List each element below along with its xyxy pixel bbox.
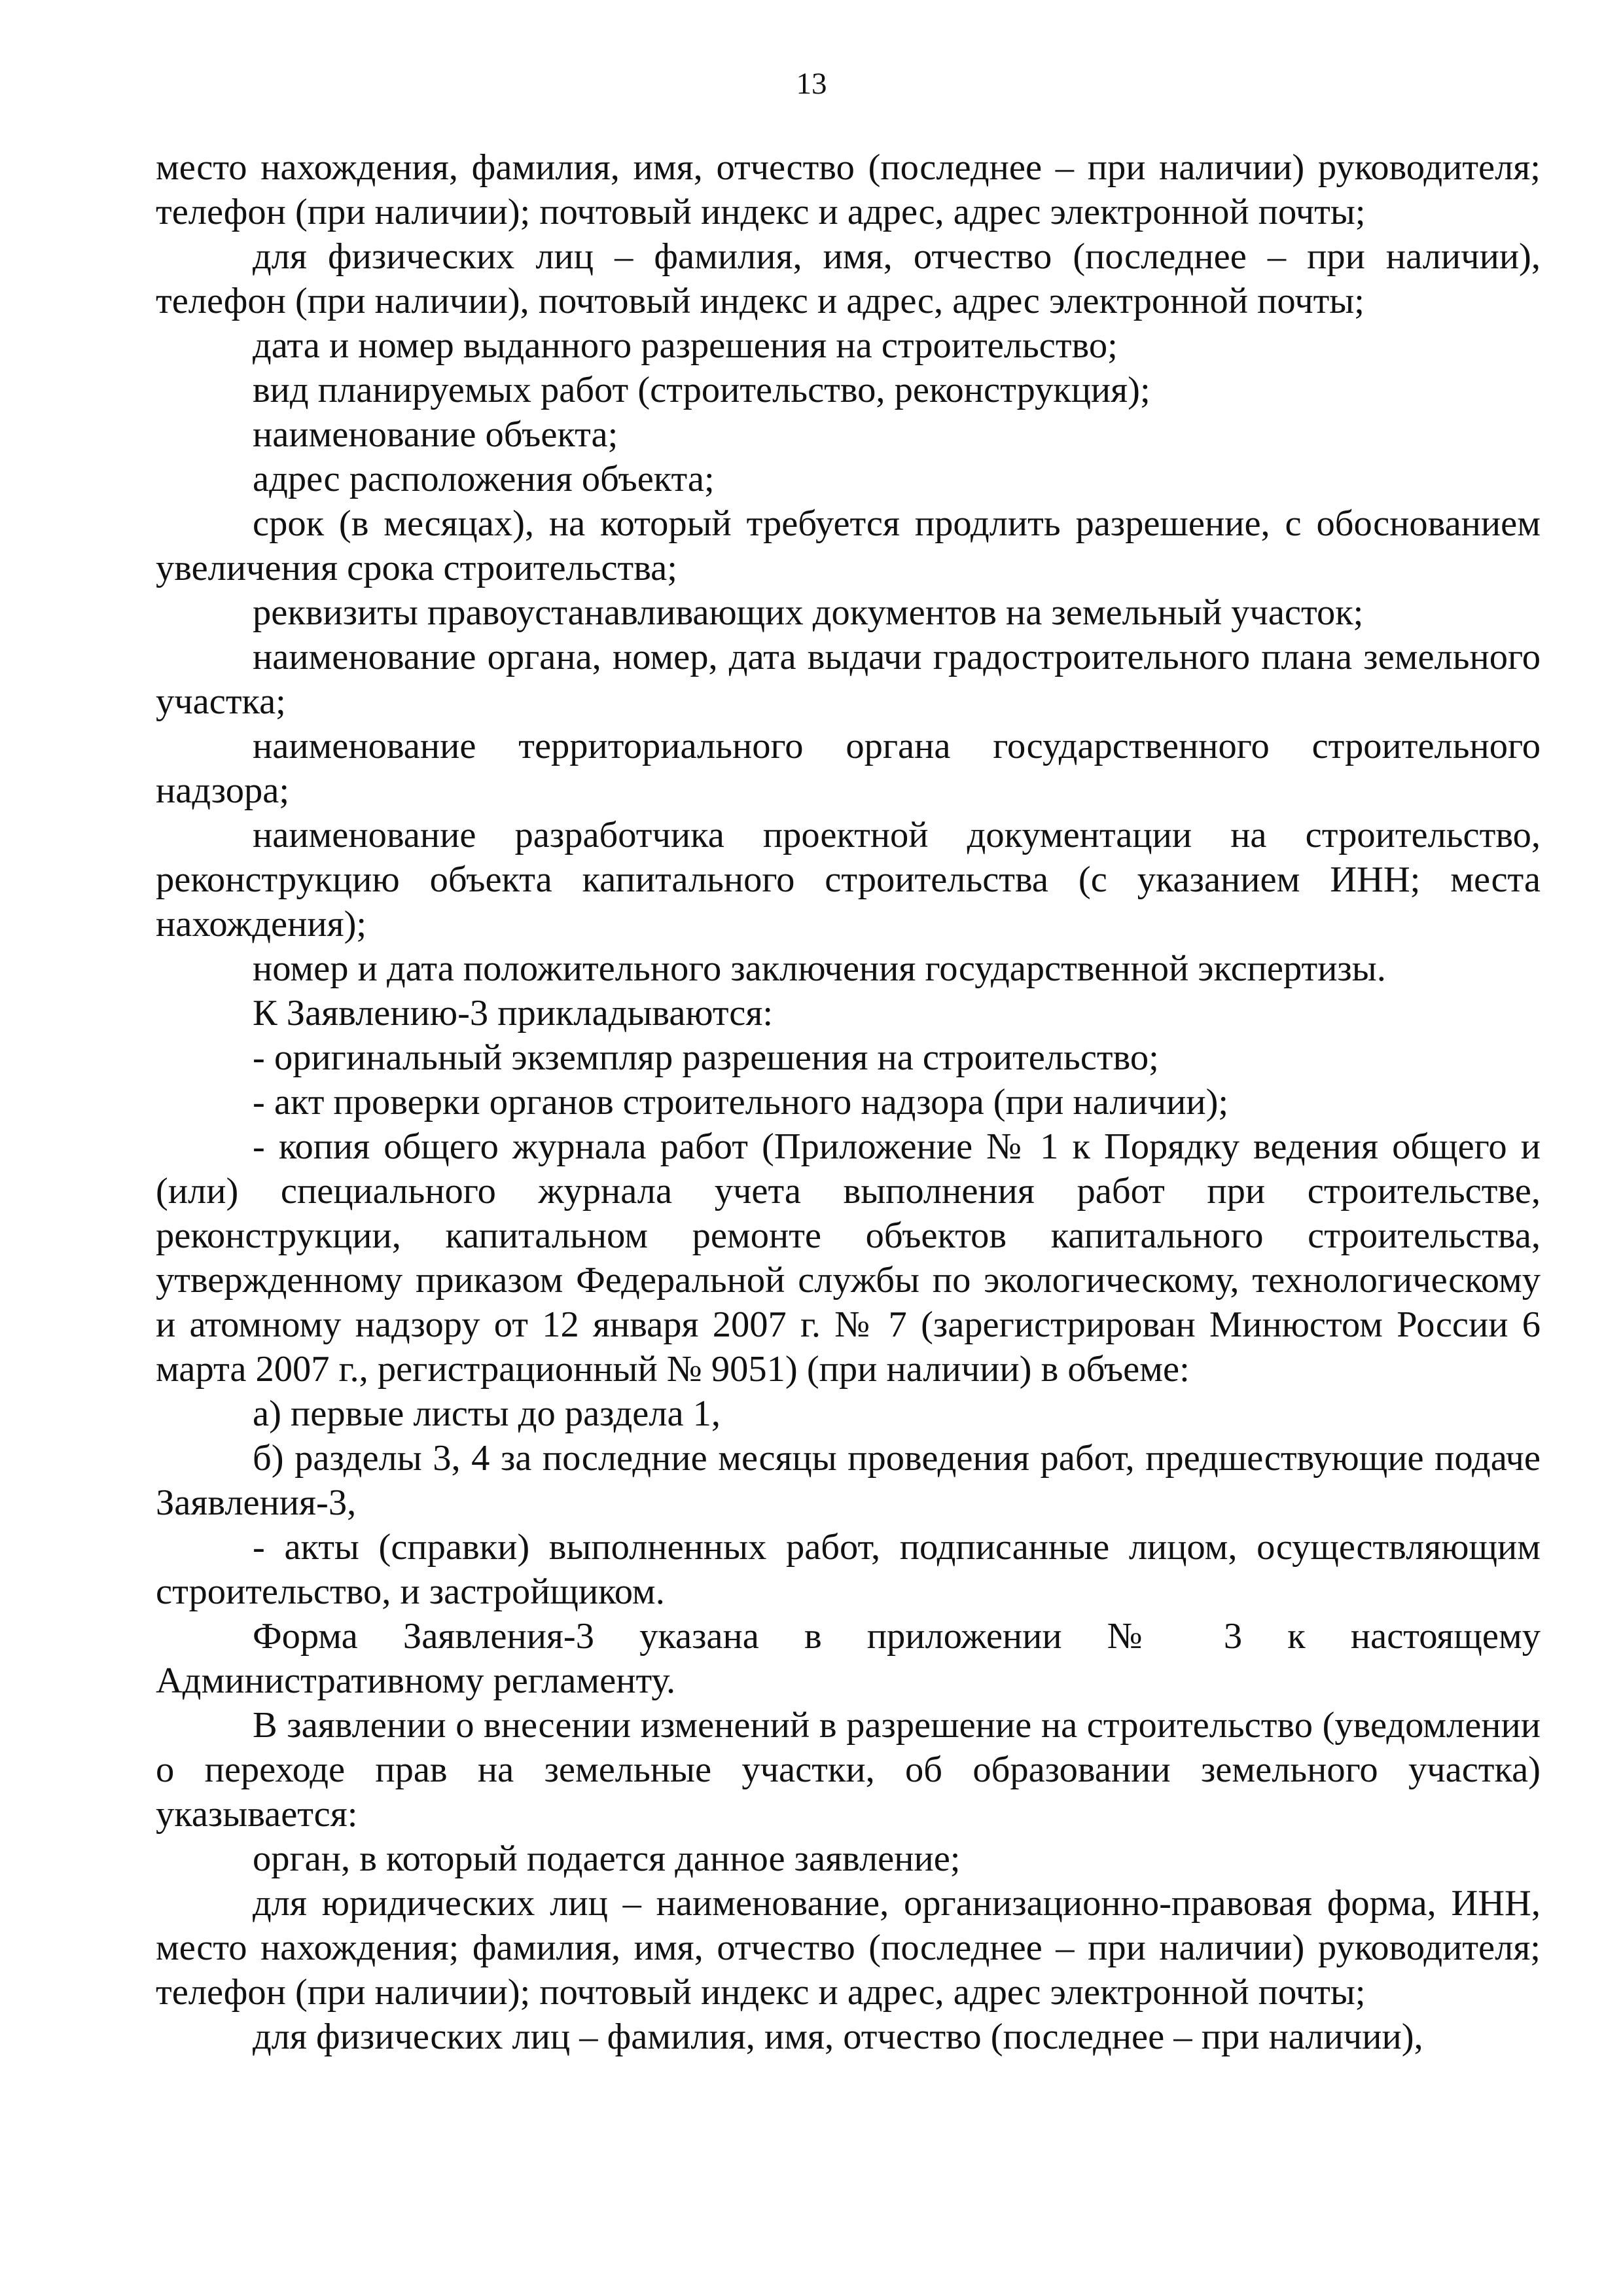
- list-item: - акты (справки) выполненных работ, подписанные лицом, осуществляющим строительство, и застройщиком.: [156, 1527, 1541, 1612]
- list-item: б) разделы 3, 4 за последние месяцы проведения работ, предшествующие подаче Заявления-3,: [156, 1438, 1541, 1523]
- document-body: [156, 145, 1541, 2059]
- paragraph: место нахождения, фамилия, имя, отчество (последнее – при наличии) руководителя; телефон (при наличии); почтовый индекс и адрес, адрес электронной почты;: [156, 147, 1541, 232]
- paragraph: номер и дата положительного заключения государственной экспертизы.: [253, 948, 1386, 989]
- paragraph: наименование объекта;: [253, 414, 618, 455]
- paragraph: К Заявлению-3 прикладываются:: [253, 993, 774, 1033]
- paragraph: для юридических лиц – наименование, организационно-правовая форма, ИНН, место нахождения; фамилия, имя, отчество (последнее – при наличии) руководителя; телефон (при наличии); почтовый индекс и адрес, адрес электронной почты;: [156, 1883, 1541, 2013]
- list-item: - копия общего журнала работ (Приложение № 1 к Порядку ведения общего и (или) специального журнала учета выполнения работ при строительстве, реконструкции, капитальном ремонте объектов капитального строительства, утвержденному приказом Федеральной службы по экологическому, технологическому и атомному надзору от 12 января 2007 г. № 7 (зарегистрирован Минюстом России 6 марта 2007 г., регистрационный № 9051) (при наличии) в объеме:: [156, 1126, 1541, 1390]
- paragraph: для физических лиц – фамилия, имя, отчество (последнее – при наличии),: [253, 2017, 1423, 2057]
- paragraph: Форма Заявления-3 указана в приложении № 3 к настоящему Административному регламенту.: [156, 1616, 1541, 1701]
- paragraph: адрес расположения объекта;: [253, 459, 715, 499]
- paragraph: для физических лиц – фамилия, имя, отчество (последнее – при наличии), телефон (при наличии), почтовый индекс и адрес, адрес электронной почты;: [156, 236, 1541, 321]
- paragraph: В заявлении о внесении изменений в разрешение на строительство (уведомлении о переходе прав на земельные участки, об образовании земельного участка) указывается:: [156, 1705, 1541, 1835]
- page-number: 13: [796, 67, 827, 101]
- paragraph: вид планируемых работ (строительство, реконструкция);: [253, 370, 1150, 410]
- list-item: - оригинальный экземпляр разрешения на строительство;: [253, 1037, 1159, 1078]
- list-item: - акт проверки органов строительного надзора (при наличии);: [253, 1082, 1229, 1122]
- paragraph: срок (в месяцах), на который требуется продлить разрешение, с обоснованием увеличения срока строительства;: [156, 503, 1541, 588]
- paragraph: наименование органа, номер, дата выдачи градостроительного плана земельного участка;: [156, 637, 1541, 722]
- paragraph: наименование территориального органа государственного строительного надзора;: [156, 726, 1541, 811]
- paragraph: реквизиты правоустанавливающих документов на земельный участок;: [253, 592, 1364, 633]
- paragraph: орган, в который подается данное заявление;: [253, 1839, 961, 1879]
- list-item: а) первые листы до раздела 1,: [253, 1393, 721, 1434]
- paragraph: дата и номер выданного разрешения на строительство;: [253, 325, 1118, 366]
- paragraph: наименование разработчика проектной документации на строительство, реконструкцию объекта капитального строительства (с указанием ИНН; места нахождения);: [156, 815, 1541, 944]
